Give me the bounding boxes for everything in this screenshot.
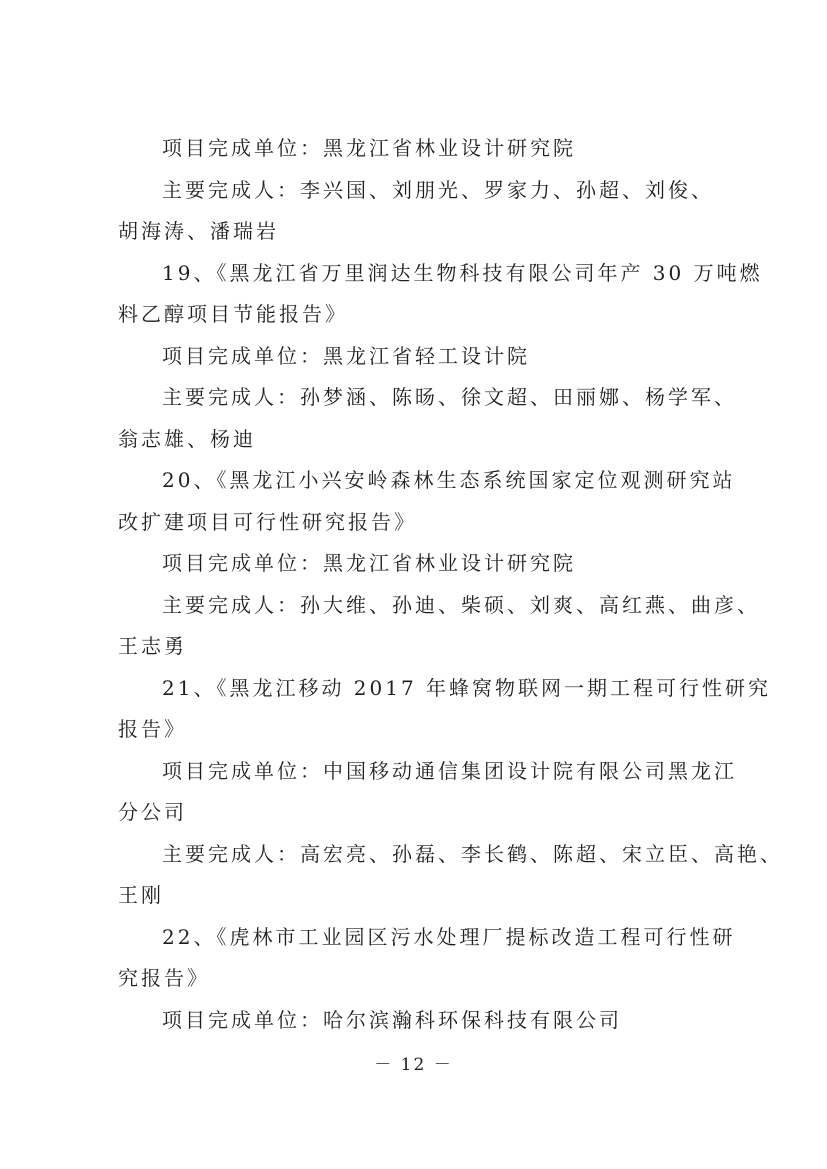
project-20-main-contributors-continuation: 王志勇 bbox=[118, 634, 187, 658]
project-19-title: 19、《黑龙江省万里润达生物科技有限公司年产 30 万吨燃 bbox=[162, 260, 763, 285]
project-21-completion-unit-continuation: 分公司 bbox=[118, 800, 187, 824]
project-20-title: 20、《黑龙江小兴安岭森林生态系统国家定位观测研究站 bbox=[162, 468, 736, 492]
project-21-main-contributors: 主要完成人：高宏亮、孙磊、李长鹤、陈超、宋立臣、高艳、 bbox=[162, 841, 783, 866]
document-body bbox=[118, 128, 783, 1041]
project-20-main-contributors: 主要完成人：孙大维、孙迪、柴硕、刘爽、高红燕、曲彦、 bbox=[162, 592, 760, 617]
project-21-title: 21、《黑龙江移动 2017 年蜂窝物联网一期工程可行性研究 bbox=[162, 675, 772, 700]
project-22-title-continuation: 究报告》 bbox=[118, 966, 210, 990]
page-number: － 12 － bbox=[374, 1055, 453, 1075]
project-21-title-continuation: 报告》 bbox=[118, 717, 187, 741]
project-20-title-continuation: 改扩建项目可行性研究报告》 bbox=[118, 509, 417, 534]
project-19-main-contributors: 主要完成人：孙梦涵、陈旸、徐文超、田丽娜、杨学军、 bbox=[162, 385, 737, 409]
project-21-main-contributors-continuation: 王刚 bbox=[118, 883, 164, 907]
completion-unit-line: 项目完成单位：黑龙江省林业设计研究院 bbox=[162, 136, 576, 160]
project-22-title: 22、《虎林市工业园区污水处理厂提标改造工程可行性研 bbox=[162, 924, 736, 949]
project-22-completion-unit: 项目完成单位：哈尔滨瀚科环保科技有限公司 bbox=[162, 1007, 622, 1032]
project-19-completion-unit: 项目完成单位：黑龙江省轻工设计院 bbox=[162, 343, 530, 368]
main-contributors-line: 主要完成人：李兴国、刘朋光、罗家力、孙超、刘俊、 bbox=[162, 177, 714, 202]
project-19-main-contributors-continuation: 翁志雄、杨迪 bbox=[118, 426, 256, 451]
main-contributors-continuation: 胡海涛、潘瑞岩 bbox=[118, 219, 279, 243]
project-20-completion-unit: 项目完成单位：黑龙江省林业设计研究院 bbox=[162, 551, 576, 575]
project-21-completion-unit: 项目完成单位：中国移动通信集团设计院有限公司黑龙江 bbox=[162, 758, 737, 783]
project-19-title-continuation: 料乙醇项目节能报告》 bbox=[118, 302, 348, 326]
